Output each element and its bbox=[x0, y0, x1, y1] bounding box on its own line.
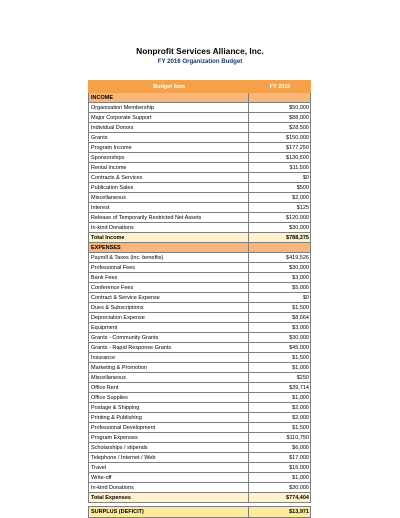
budget-body bbox=[89, 93, 311, 518]
income-row bbox=[89, 223, 311, 233]
income-row-label: Publication Sales bbox=[89, 183, 249, 193]
income-row bbox=[89, 173, 311, 183]
income-row-label: Sponsorships bbox=[89, 153, 249, 163]
header-fy: FY 2016 bbox=[249, 81, 311, 93]
expense-row-amount: $1,000 bbox=[249, 473, 311, 483]
income-row bbox=[89, 213, 311, 223]
income-row bbox=[89, 133, 311, 143]
expense-row-amount: $30,000 bbox=[249, 483, 311, 493]
surplus-row-amount: $13,971 bbox=[249, 507, 311, 518]
expense-row bbox=[89, 373, 311, 383]
income-row-label: Contracts & Services bbox=[89, 173, 249, 183]
total-income-row bbox=[89, 233, 311, 243]
total-expenses-row-amount: $774,404 bbox=[249, 493, 311, 503]
expense-row bbox=[89, 413, 311, 423]
expense-row bbox=[89, 343, 311, 353]
expense-row-label: Contract & Service Expense bbox=[89, 293, 249, 303]
income-row-label: Individual Donors bbox=[89, 123, 249, 133]
income-row bbox=[89, 183, 311, 193]
expense-row bbox=[89, 333, 311, 343]
expense-row-label: Depreciation Expense bbox=[89, 313, 249, 323]
section-income-amount bbox=[249, 93, 311, 103]
expense-row-amount: $419,526 bbox=[249, 253, 311, 263]
header-row bbox=[89, 81, 311, 93]
expense-row-label: Professional Development bbox=[89, 423, 249, 433]
expense-row-amount: $2,000 bbox=[249, 413, 311, 423]
expense-row bbox=[89, 263, 311, 273]
income-row-amount: $50,000 bbox=[249, 103, 311, 113]
income-row-amount: $2,000 bbox=[249, 193, 311, 203]
expense-row-label: Professional Fees bbox=[89, 263, 249, 273]
expense-row-label: Travel bbox=[89, 463, 249, 473]
income-row-amount: $150,000 bbox=[249, 133, 311, 143]
expense-row-label: In-kind Donations bbox=[89, 483, 249, 493]
expense-row bbox=[89, 383, 311, 393]
income-row-amount: $120,000 bbox=[249, 213, 311, 223]
expense-row-amount: $39,714 bbox=[249, 383, 311, 393]
expense-row bbox=[89, 473, 311, 483]
expense-row-label: Dues & Subscriptions bbox=[89, 303, 249, 313]
income-row-label: Grants bbox=[89, 133, 249, 143]
income-row-label: Organization Membership bbox=[89, 103, 249, 113]
surplus-row bbox=[89, 507, 311, 518]
expense-row-label: Telephone / Internet / Web bbox=[89, 453, 249, 463]
expense-row-amount: $1,500 bbox=[249, 353, 311, 363]
expense-row-amount: $45,000 bbox=[249, 343, 311, 353]
expense-row-amount: $30,000 bbox=[249, 333, 311, 343]
expense-row-label: Office Rent bbox=[89, 383, 249, 393]
total-income-row-amount: $788,375 bbox=[249, 233, 311, 243]
header-budget-item: Budget Item bbox=[89, 81, 249, 93]
income-row bbox=[89, 153, 311, 163]
expense-row bbox=[89, 403, 311, 413]
income-row-amount: $130,500 bbox=[249, 153, 311, 163]
expense-row-amount: $15,000 bbox=[249, 463, 311, 473]
document-title: Nonprofit Services Alliance, Inc. bbox=[136, 46, 264, 56]
expense-row bbox=[89, 453, 311, 463]
expense-row bbox=[89, 363, 311, 373]
expense-row bbox=[89, 463, 311, 473]
expense-row bbox=[89, 253, 311, 263]
expense-row-label: Grants - Community Grants bbox=[89, 333, 249, 343]
expense-row-label: Bank Fees bbox=[89, 273, 249, 283]
expense-row bbox=[89, 353, 311, 363]
total-expenses-row bbox=[89, 493, 311, 503]
expense-row-amount: $5,000 bbox=[249, 283, 311, 293]
income-row bbox=[89, 103, 311, 113]
expense-row-amount: $2,000 bbox=[249, 403, 311, 413]
expense-row bbox=[89, 273, 311, 283]
income-row-amount: $28,500 bbox=[249, 123, 311, 133]
income-row-label: Miscellaneous bbox=[89, 193, 249, 203]
expense-row-label: Write-off bbox=[89, 473, 249, 483]
income-row-label: Program Income bbox=[89, 143, 249, 153]
expense-row-amount: $1,000 bbox=[249, 363, 311, 373]
expense-row-amount: $8,664 bbox=[249, 313, 311, 323]
expense-row bbox=[89, 443, 311, 453]
income-row-label: In-kind Donations bbox=[89, 223, 249, 233]
section-expenses-label: EXPENSES bbox=[89, 243, 249, 253]
section-expenses bbox=[89, 243, 311, 253]
expense-row bbox=[89, 283, 311, 293]
expense-row-amount: $6,000 bbox=[249, 443, 311, 453]
total-expenses-row-label: Total Expenses bbox=[89, 493, 249, 503]
expense-row-amount: $250 bbox=[249, 373, 311, 383]
income-row-amount: $125 bbox=[249, 203, 311, 213]
expense-row bbox=[89, 433, 311, 443]
expense-row-label: Equipment bbox=[89, 323, 249, 333]
expense-row bbox=[89, 423, 311, 433]
section-income bbox=[89, 93, 311, 103]
expense-row-amount: $3,000 bbox=[249, 323, 311, 333]
expense-row-amount: $0 bbox=[249, 293, 311, 303]
expense-row bbox=[89, 393, 311, 403]
expense-row-label: Insurance bbox=[89, 353, 249, 363]
income-row bbox=[89, 203, 311, 213]
expense-row bbox=[89, 293, 311, 303]
expense-row-amount: $110,750 bbox=[249, 433, 311, 443]
total-income-row-label: Total Income bbox=[89, 233, 249, 243]
expense-row-amount: $1,000 bbox=[249, 393, 311, 403]
expense-row-amount: $3,000 bbox=[249, 273, 311, 283]
expense-row-label: Office Supplies bbox=[89, 393, 249, 403]
expense-row-amount: $1,500 bbox=[249, 423, 311, 433]
section-expenses-amount bbox=[249, 243, 311, 253]
expense-row-label: Grants - Rapid Response Grants bbox=[89, 343, 249, 353]
expense-row-amount: $1,500 bbox=[249, 303, 311, 313]
expense-row-amount: $17,000 bbox=[249, 453, 311, 463]
expense-row-label: Miscellaneous bbox=[89, 373, 249, 383]
document-subtitle: FY 2016 Organization Budget bbox=[157, 58, 243, 65]
expense-row-label: Printing & Publishing bbox=[89, 413, 249, 423]
income-row-label: Release of Temporarily Restricted Net Assets bbox=[89, 213, 249, 223]
income-row-label: Rental Income bbox=[89, 163, 249, 173]
income-row-amount: $0 bbox=[249, 173, 311, 183]
section-income-label: INCOME bbox=[89, 93, 249, 103]
income-row-amount: $11,500 bbox=[249, 163, 311, 173]
expense-row-label: Program Expenses bbox=[89, 433, 249, 443]
surplus-row-label: SURPLUS (DEFICIT) bbox=[89, 507, 249, 518]
income-row-amount: $177,250 bbox=[249, 143, 311, 153]
expense-row bbox=[89, 303, 311, 313]
income-row bbox=[89, 143, 311, 153]
income-row-amount: $30,000 bbox=[249, 223, 311, 233]
income-row-amount: $500 bbox=[249, 183, 311, 193]
income-row-label: Interest bbox=[89, 203, 249, 213]
budget-table bbox=[88, 80, 311, 518]
expense-row-label: Conference Fees bbox=[89, 283, 249, 293]
expense-row-label: Marketing & Promotion bbox=[89, 363, 249, 373]
income-row bbox=[89, 123, 311, 133]
income-row bbox=[89, 163, 311, 173]
expense-row bbox=[89, 313, 311, 323]
income-row bbox=[89, 193, 311, 203]
expense-row-label: Postage & Shipping bbox=[89, 403, 249, 413]
expense-row-label: Scholarships / stipends bbox=[89, 443, 249, 453]
income-row bbox=[89, 113, 311, 123]
expense-row-amount: $30,000 bbox=[249, 263, 311, 273]
income-row-amount: $88,000 bbox=[249, 113, 311, 123]
income-row-label: Major Corporate Support bbox=[89, 113, 249, 123]
expense-row-label: Payroll & Taxes (inc. benefits) bbox=[89, 253, 249, 263]
expense-row bbox=[89, 483, 311, 493]
expense-row bbox=[89, 323, 311, 333]
